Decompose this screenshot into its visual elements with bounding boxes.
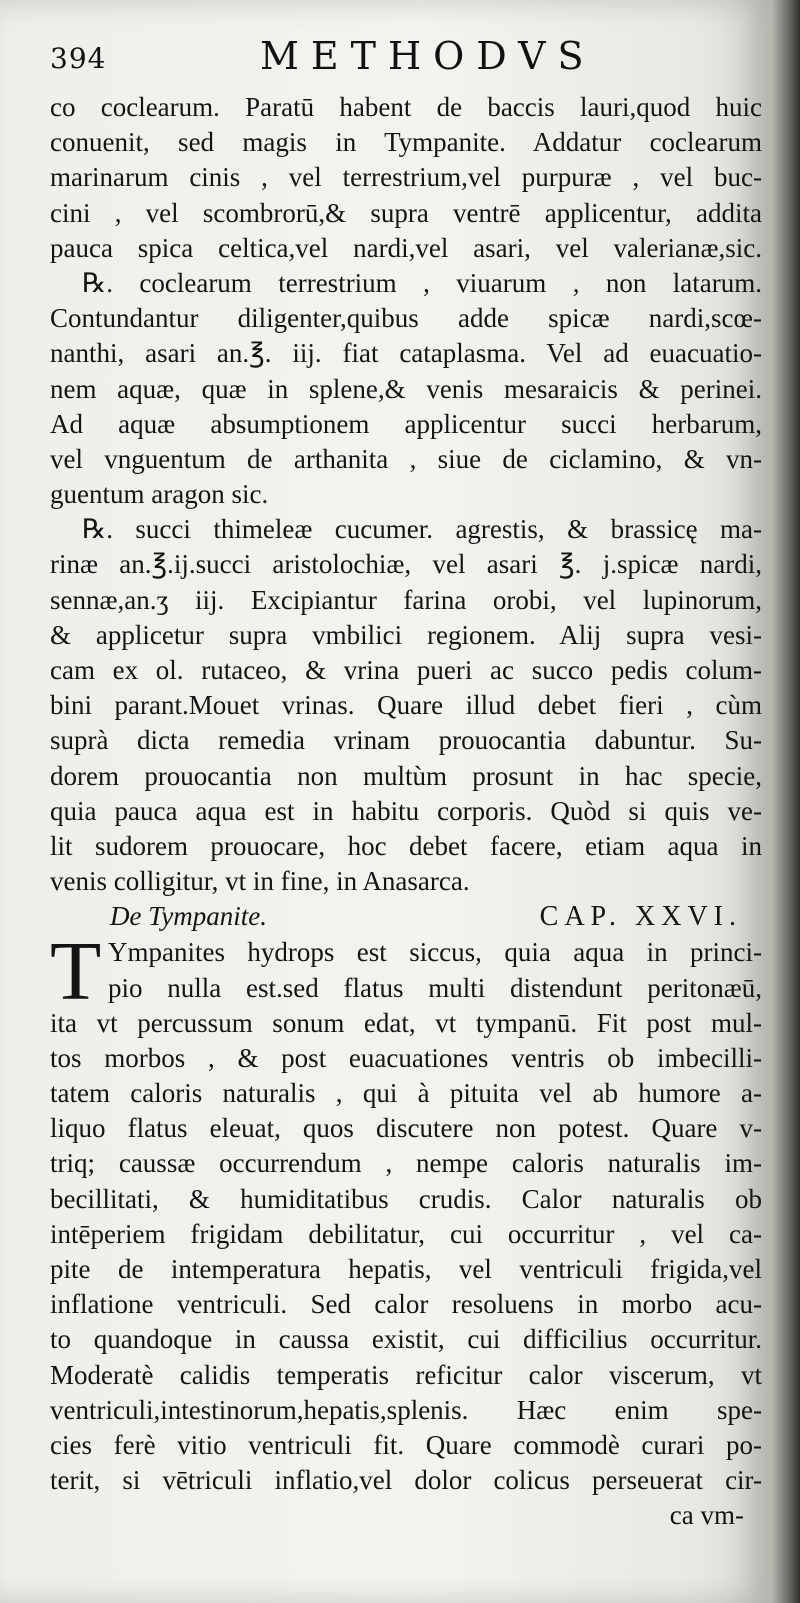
- chapter-heading: [50, 899, 762, 935]
- text-line: triq; caussæ occurrendum , nempe caloris naturalis im-: [50, 1148, 762, 1179]
- body-text: [50, 90, 762, 1534]
- text-line: Moderatè calidis temperatis reficitur calor viscerum, vt: [50, 1359, 762, 1390]
- text-line: marinarum cinis , vel terrestrium,vel purpuræ , vel buc-: [50, 162, 762, 193]
- text-line: pio nulla est.sed flatus multi distendunt peritonæū,: [108, 972, 762, 1003]
- text-line: Ad aquæ absumptionem applicentur succi herbarum,: [50, 408, 762, 439]
- text-line: ventriculi,intestinorum,hepatis,splenis. Hæc enim spe-: [50, 1394, 762, 1425]
- text-line: co coclearum. Paratū habent de baccis lauri,quod huic: [50, 92, 762, 122]
- chapter-number: CAP. XXVI.: [539, 901, 742, 933]
- text-line: Ympanites hydrops est siccus, quia aqua in princi-: [108, 937, 762, 968]
- text-line: liquo flatus eleuat, quos discutere non potest. Quare v-: [50, 1113, 762, 1144]
- text-line: & applicetur supra vmbilici regionem. Alij supra vesi-: [50, 619, 762, 650]
- text-line: pauca spica celtica,vel nardi,vel asari, vel valerianæ,sic.: [50, 232, 762, 263]
- text-line: rinæ an.℥.ij.succi aristolochiæ, vel asari ℥. j.spicæ nardi,: [50, 549, 762, 580]
- text-line: to quandoque in caussa existit, cui difficilius occurritur.: [50, 1324, 762, 1355]
- text-line: nanthi, asari an.℥. iij. fiat cataplasma. Vel ad euacuatio-: [50, 338, 762, 369]
- text-line: suprà dicta remedia vrinam prouocantia dabuntur. Su-: [50, 725, 762, 756]
- text-line: cini , vel scombrorū,& supra ventrē applicentur, addita: [50, 197, 762, 228]
- text-line: lit sudorem prouocare, hoc debet facere, etiam aqua in: [50, 830, 762, 861]
- text-line: ℞. succi thimeleæ cucumer. agrestis, & brassicę ma-: [82, 514, 762, 545]
- text-line: tatem caloris naturalis , qui à pituita vel ab humore a-: [50, 1078, 762, 1109]
- text-line: ita vt percussum sonum edat, vt tympanū. Fit post mul-: [50, 1007, 762, 1038]
- text-line: Contundantur diligenter,quibus adde spicæ nardi,scœ-: [50, 303, 762, 334]
- text-line: venis colligitur, vt in fine, in Anasarca.: [50, 866, 470, 897]
- text-line: sennæ,an.ʒ iij. Excipiantur farina orobi, vel lupinorum,: [50, 584, 762, 615]
- paragraph-3: [50, 512, 762, 899]
- text-line: inflatione ventriculi. Sed calor resoluens in morbo acu-: [50, 1289, 762, 1320]
- running-title: METHODVS: [260, 34, 596, 78]
- text-line: ℞. coclearum terrestrium , viuarum , non latarum.: [82, 267, 762, 298]
- text-line: pite de intemperatura hepatis, vel ventriculi frigida,vel: [50, 1254, 762, 1284]
- text-line: intēperiem frigidam debilitatur, cui occurritur , vel ca-: [50, 1218, 762, 1249]
- paragraph-2: [50, 266, 762, 512]
- text-line: quia pauca aqua est in habitu corporis. Quòd si quis ve-: [50, 795, 762, 826]
- page-header: [50, 32, 750, 92]
- drop-cap: T: [50, 925, 102, 1019]
- paragraph-1: [50, 90, 762, 266]
- text-line: guentum aragon sic.: [50, 479, 269, 510]
- text-line: cies ferè vitio ventriculi fit. Quare commodè curari po-: [50, 1429, 762, 1460]
- page-number: 394: [50, 42, 107, 75]
- text-line: tos morbos , & post euacuationes ventris ob imbecilli-: [50, 1042, 762, 1073]
- page-edge-shadow: [770, 0, 800, 1603]
- catchword: ca vm-: [669, 1500, 744, 1531]
- text-line: vel vnguentum de arthanita , siue de ciclamino, & vn-: [50, 443, 762, 474]
- text-line: becillitati, & humiditatibus crudis. Calor naturalis ob: [50, 1183, 762, 1214]
- text-line: nem aquæ, quæ in splene,& venis mesaraicis & perinei.: [50, 373, 762, 404]
- text-line: terit, si vētriculi inflatio,vel dolor colicus perseuerat cir-: [50, 1465, 762, 1496]
- text-line: conuenit, sed magis in Tympanite. Addatur coclearum: [50, 127, 762, 158]
- text-line: dorem prouocantia non multùm prosunt in hac specie,: [50, 760, 762, 791]
- chapter-title: De Tympanite.: [110, 901, 267, 932]
- text-line: cam ex ol. rutaceo, & vrina pueri ac succo pedis colum-: [50, 655, 762, 685]
- text-line: bini parant.Mouet vrinas. Quare illud debet fieri , cùm: [50, 690, 762, 721]
- chapter-body: [50, 925, 762, 1534]
